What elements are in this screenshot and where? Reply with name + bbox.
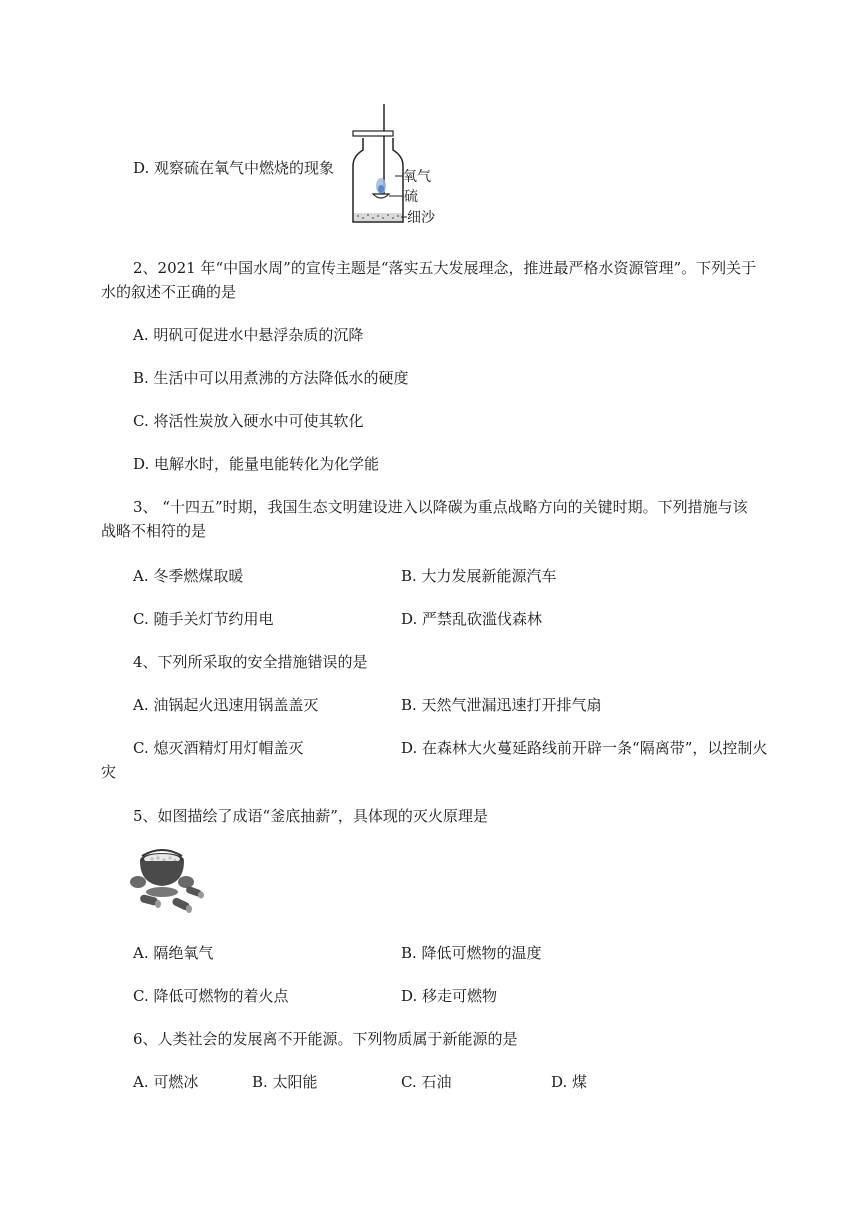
- label-sulfur: 硫: [404, 189, 418, 205]
- q4-option-b: B. 天然气泄漏迅速打开排气扇: [401, 696, 602, 714]
- q6-option-a: A. 可燃冰: [133, 1073, 199, 1091]
- q5-stem: 5、如图描绘了成语“釜底抽薪”，具体现的灭火原理是: [133, 807, 488, 825]
- q2-stem-line1: 2、2021 年“中国水周”的宣传主题是“落实五大发展理念，推进最严格水资源管理”。下列关于: [133, 259, 757, 277]
- cauldron-firewood-figure: [128, 846, 212, 916]
- q5-option-b: B. 降低可燃物的温度: [401, 944, 542, 962]
- q3-option-a: A. 冬季燃煤取暖: [133, 567, 244, 585]
- q4-option-d: D. 在森林大火蔓延路线前开辟一条“隔离带”，以控制火: [401, 739, 768, 757]
- q2-option-b: B. 生活中可以用煮沸的方法降低水的硬度: [133, 369, 409, 387]
- q3-option-b: B. 大力发展新能源汽车: [401, 567, 557, 585]
- q2-option-c: C. 将活性炭放入硬水中可使其软化: [133, 412, 364, 430]
- q2-stem-line2: 水的叙述不正确的是: [101, 283, 237, 301]
- q4-stem: 4、下列所采取的安全措施错误的是: [133, 653, 368, 671]
- q6-option-d: D. 煤: [551, 1073, 588, 1091]
- q3-option-d: D. 严禁乱砍滥伐森林: [401, 610, 543, 628]
- q4-option-c: C. 熄灭酒精灯用灯帽盖灭: [133, 739, 304, 757]
- q3-option-c: C. 随手关灯节约用电: [133, 610, 274, 628]
- q3-stem-line1: 3、 “十四五”时期，我国生态文明建设进入以降碳为重点战略方向的关键时期。下列措施与该: [133, 498, 748, 516]
- q4-option-a: A. 油锅起火迅速用锅盖盖灭: [133, 696, 319, 714]
- q2-option-d: D. 电解水时，能量电能转化为化学能: [133, 455, 380, 473]
- sulfur-combustion-apparatus-figure: [345, 104, 445, 232]
- q6-stem: 6、人类社会的发展离不开能源。下列物质属于新能源的是: [133, 1030, 518, 1048]
- q5-option-c: C. 降低可燃物的着火点: [133, 987, 289, 1005]
- label-fine-sand: 细沙: [407, 210, 435, 226]
- label-oxygen: 氧气: [403, 169, 431, 185]
- q2-option-a: A. 明矾可促进水中悬浮杂质的沉降: [133, 326, 364, 344]
- q4-option-d-continued: 灾: [101, 763, 117, 781]
- q1-option-d: D. 观察硫在氧气中燃烧的现象: [133, 159, 335, 177]
- q3-stem-line2: 战略不相符的是: [101, 522, 207, 540]
- q6-option-b: B. 太阳能: [252, 1073, 318, 1091]
- q5-option-a: A. 隔绝氧气: [133, 944, 214, 962]
- q5-option-d: D. 移走可燃物: [401, 987, 498, 1005]
- q6-option-c: C. 石油: [401, 1073, 452, 1091]
